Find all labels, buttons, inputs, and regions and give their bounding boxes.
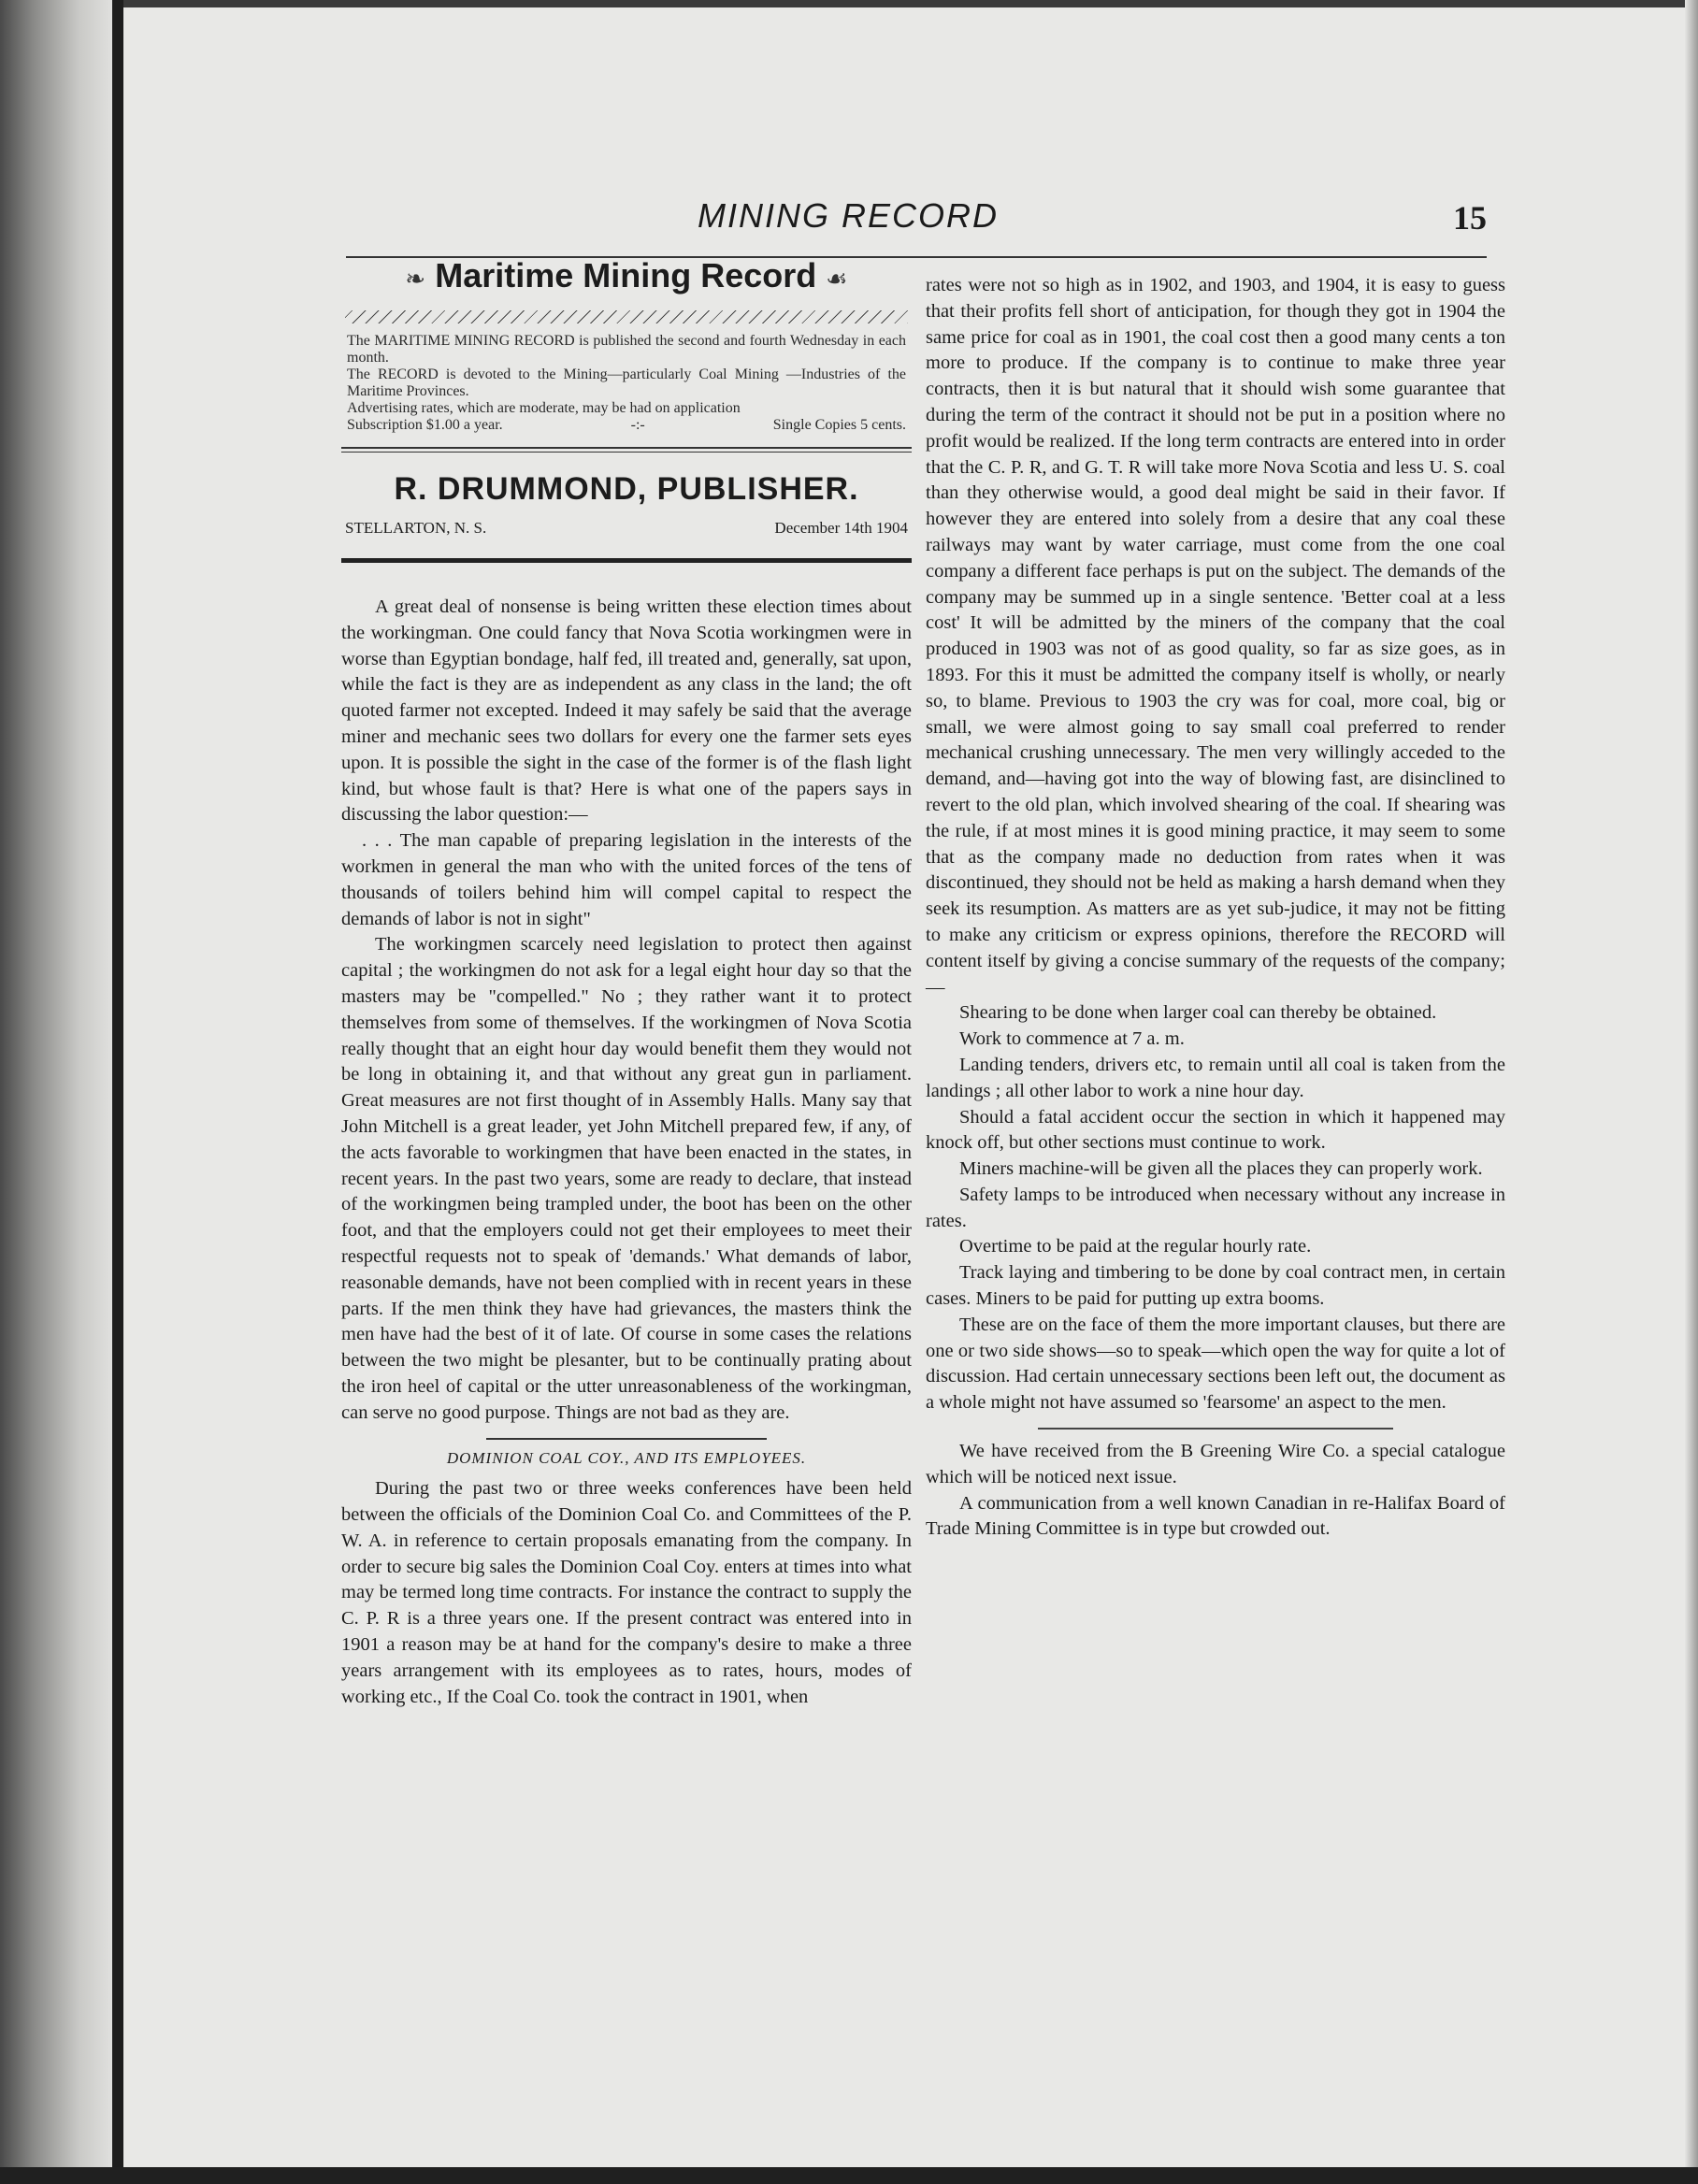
article-paragraph: A great deal of nonsense is being written these election times about the workingman. One could fancy that Nova Scotia workingmen were in worse than Egyptian bondage, half fed, ill treated and, generally, sat upon, while the fact is they are as independent as any class in the land; the oft quoted farmer not excepted. Indeed it may safely be said that the average miner and mechanic sees two dollars for every one the farmer sets eyes upon. It is possible the sight in the case of the former is of the flash light kind, but whose fault is that? Here is what one of the papers says in discussing the labor question:—	[341, 596, 912, 826]
page-binding-edge	[112, 0, 123, 2184]
ornament-right-icon: ☙	[826, 265, 848, 293]
paragraph-rule	[1038, 1428, 1393, 1430]
request-item: Safety lamps to be introduced when necessary without any increase in rates.	[926, 1184, 1505, 1231]
right-column	[926, 273, 1505, 1543]
article-paragraph: The workingmen scarcely need legislation to protect then against capital ; the workingmen do not ask for a legal eight hour day so that the masters may be "compelled." No ; they rather want it to protect themselves from some of themselves. If the workingmen of Nova Scotia really thought that an eight hour day would benefit them they would not be long in obtaining it, and that without any great gun in parliament. Great measures are not first thought of in Assembly Halls. Many say that John Mitchell is a great leader, yet John Mitchell prepared few, if any, of the acts favorable to workingmen that have been enacted in the states, in recent years. In the past two years, some are ready to declare, that instead of the workingmen being trampled under, the boot has been on the other foot, and that the employers could not get their employees to meet their respectful requests not to speak of 'demands.' What demands of labor, reasonable demands, have not been complied with in recent years in these parts. If the men think they have had grievances, the masters think the men have had the best of it of late. Of course in some cases the relations between the two might be plesanter, but to be continually prating about the iron heel of capital or the utter unreasonableness of the workingman, can serve no good purpose. Things are not bad as they are.	[341, 934, 912, 1423]
single-copy-price: Single Copies 5 cents.	[772, 417, 906, 433]
page-number: 15	[1453, 199, 1487, 237]
article-paragraph: During the past two or three weeks conferences have been held between the officials of the Dominion Coal Co. and Committees of the P. W. A. in reference to certain proposals emanating from the company. In order to secure big sales the Dominion Coal Coy. enters at times into what may be termed long time contracts. For instance the contract to supply the C. P. R is a three years one. If the present contract was entered into in 1901 a reason may be at hand for the company's desire to make a three years arrangement with its employees as to rates, hours, modes of working etc., If the Coal Co. took the contract in 1901, when	[341, 1478, 912, 1707]
request-item: Shearing to be done when larger coal can thereby be obtained.	[959, 1002, 1437, 1024]
dateline-date: December 14th 1904	[774, 519, 908, 537]
request-item: Overtime to be paid at the regular hourly rate.	[959, 1236, 1312, 1257]
request-item: Should a fatal accident occur the section in which it happened may knock off, but other sections must continue to work.	[926, 1106, 1505, 1154]
page-gutter-shadow	[0, 0, 112, 2184]
left-column	[341, 252, 912, 1710]
section-heading: DOMINION COAL COY., AND ITS EMPLOYEES.	[446, 1448, 807, 1467]
page-right-edge	[1685, 0, 1698, 2184]
right-article	[926, 273, 1505, 1543]
double-rule	[341, 447, 912, 453]
article-paragraph: These are on the face of them the more important clauses, but there are one or two side shows—so to speak—which open the way for quite a lot of discussion. Had certain unnecessary sections been left out, the document as a whole might not have assumed so 'fearsome' an aspect to the men.	[926, 1314, 1505, 1414]
request-item: Track laying and timbering to be done by coal contract men, in certain cases. Miners to be paid for putting up extra booms.	[926, 1262, 1505, 1310]
publication-notice	[347, 333, 906, 434]
page-bottom-edge	[0, 2167, 1698, 2184]
request-item: Miners machine-will be given all the places they can properly work.	[959, 1158, 1483, 1180]
subscription-price: Subscription $1.00 a year.	[347, 417, 503, 433]
notice-separator: -:-	[630, 417, 645, 433]
left-article	[341, 595, 912, 1710]
publisher-line: R. DRUMMOND, PUBLISHER.	[394, 471, 859, 507]
running-title: MINING RECORD	[698, 196, 999, 235]
request-item: Landing tenders, drivers etc, to remain until all coal is taken from the landings ; all other labor to work a nine hour day.	[926, 1054, 1505, 1101]
notice-paragraph: A communication from a well known Canadian in re-Halifax Board of Trade Mining Committee is in type but crowded out.	[926, 1492, 1505, 1540]
article-paragraph: rates were not so high as in 1902, and 1903, and 1904, it is easy to guess that their profits fell short of anticipation, for though they got in 1904 the same price for coal as in 1901, the coal cost then a good many cents a ton more to produce. If the company is to continue to make three year contracts, then it is but natural that it should wish some guarantee that during the term of the contract it should not be put in a position where no profit would be realized. If the long term contracts are entered into in order that the C. P. R, and G. T. R will take more Nova Scotia and less U. S. coal than they otherwise would, a good deal might be said in their favor. If however they are entered into solely from a desire that any coal these railways may want by water carriage, must come from the one coal company a different face perhaps is put on the subject. The demands of the company may be summed up in a single sentence. 'Better coal at a less cost' It will be admitted by the miners of the company that the coal produced in 1903 was not of as good quality, so far as size goes, as in 1893. For this it must be admitted the company itself is wholly, or nearly so, to blame. Previous to 1903 the cry was for coal, more coal, big or small, we were almost going to say small coal preferred to render mechanical crushing unnecessary. The men very willingly acceded to the demand, and—having got into the way of blowing fast, are disinclined to revert to the old plan, which involved shearing of the coal. If shearing was the rule, if at most mines it is good mining practice, it may seem to some that as the company made no deduction from rates when it was discontinued, they should not be held as making a harsh demand when they seek its resumption. As matters are as yet sub-judice, it may not be fitting to make any criticism or express opinions, therefore the RECORD will content itself by giving a concise summary of the requests of the company;—	[926, 275, 1505, 998]
dateline	[345, 519, 908, 538]
masthead	[341, 252, 912, 295]
running-head	[346, 196, 1487, 254]
notice-line: The MARITIME MINING RECORD is published the second and fourth Wednesday in each month.	[347, 333, 906, 366]
notice-paragraph: We have received from the B Greening Wire Co. a special catalogue which will be noticed next issue.	[926, 1441, 1505, 1487]
dateline-place: STELLARTON, N. S.	[345, 519, 487, 537]
request-item: Work to commence at 7 a. m.	[959, 1028, 1185, 1050]
page-top-edge	[0, 0, 1698, 7]
wavy-rule	[345, 310, 908, 323]
heavy-rule	[341, 558, 912, 563]
ornament-left-icon: ❧	[405, 265, 426, 293]
quoted-passage: . . . The man capable of preparing legislation in the interests of the workmen in general the man who with the united forces of the tens of thousands of toilers behind him will compel capital to respect the demands of labor is not in sight"	[341, 830, 912, 929]
notice-line: Advertising rates, which are moderate, may be had on application	[347, 400, 741, 416]
notice-line: The RECORD is devoted to the Mining—particularly Coal Mining —Industries of the Maritime Provinces.	[347, 366, 906, 399]
section-rule	[486, 1438, 767, 1440]
notice-prices	[347, 417, 906, 434]
masthead-title: Maritime Mining Record	[435, 256, 817, 295]
